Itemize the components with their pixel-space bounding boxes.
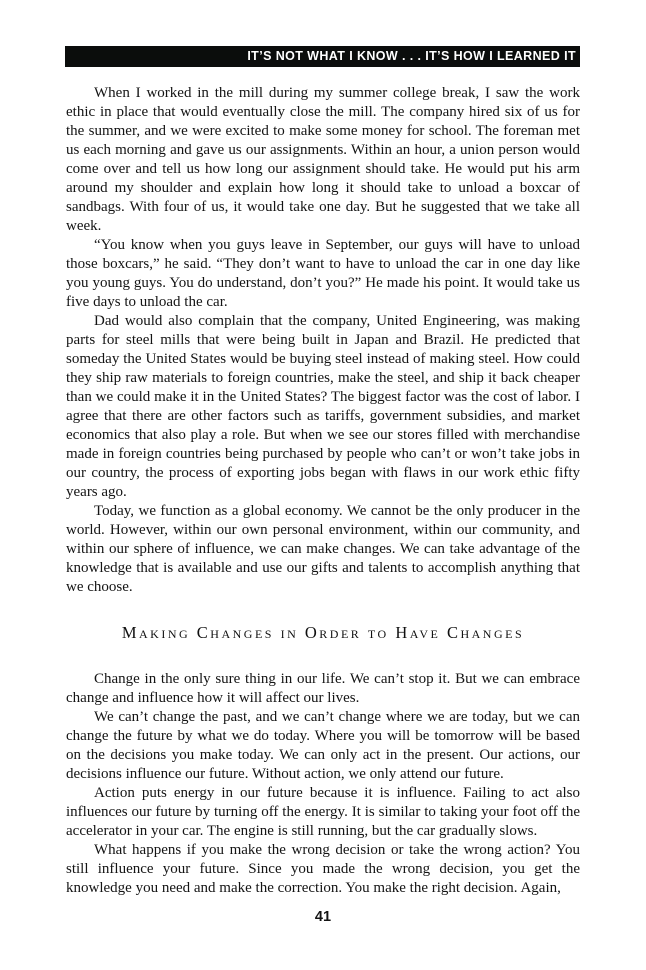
paragraph: “You know when you guys leave in September, our guys will have to unload those boxcars,” he said. “They don’t want to have to unload the car in one day like you young guys. You do understand, don’t you?” He made his point. It would take us five days to unload the car. xyxy=(66,237,580,310)
paragraph: Change in the only sure thing in our life. We can’t stop it. But we can embrace change and influence how it will affect our lives. xyxy=(66,671,580,706)
section-heading: Making Changes in Order to Have Changes xyxy=(121,623,525,642)
running-head-title: IT’S NOT WHAT I KNOW . . . IT’S HOW I LEARNED IT xyxy=(247,49,576,63)
page-header-bar xyxy=(65,46,580,67)
paragraph: We can’t change the past, and we can’t change where we are today, but we can change the future by what we do today. Where you will be tomorrow will be based on the decisions you make today. We can only act in the present. Our actions, our decisions influence our future. Without action, we only attend our future. xyxy=(66,709,580,782)
paragraph: Action puts energy in our future because it is influence. Failing to act also influences our future by turning off the energy. It is similar to taking your foot off the accelerator in your car. The engine is still running, but the car gradually slows. xyxy=(66,785,580,839)
paragraph: Today, we function as a global economy. We cannot be the only producer in the world. However, within our own personal environment, within our community, and within our sphere of influence, we can make changes. We can take advantage of the knowledge that is available and use our gifts and talents to accomplish anything that we choose. xyxy=(66,503,580,595)
paragraph: Dad would also complain that the company, United Engineering, was making parts for steel mills that were being built in Japan and Brazil. He predicted that someday the United States would be buying steel instead of making steel. How could they ship raw materials to foreign countries, make the steel, and ship it back cheaper than we could make it in the United States? The biggest factor was the cost of labor. I agree that there are other factors such as tariffs, government subsidies, and market economics that also play a role. But when we see our stores filled with merchandise made in foreign countries being purchased by people who can’t or won’t take jobs in our country, the process of exporting jobs began with flaws in our work ethic fifty years ago. xyxy=(66,313,580,500)
page-body xyxy=(66,84,580,898)
paragraph: When I worked in the mill during my summer college break, I saw the work ethic in place that would eventually close the mill. The company hired six of us for the summer, and we were excited to make some money for school. The foreman met us each morning and gave us our assignments. Within an hour, a union person would come over and tell us how long our assignment should take. He would put his arm around my shoulder and explain how long it should take to unload a boxcar of sandbags. With four of us, it would take one day. But he suggested that we take all week. xyxy=(66,85,580,234)
paragraph: What happens if you make the wrong decision or take the wrong action? You still influence your future. Since you made the wrong decision, you get the knowledge you need and make the correction. You make the right decision. Again, xyxy=(66,842,580,896)
page-footer xyxy=(0,909,646,925)
page-number: 41 xyxy=(314,909,332,925)
